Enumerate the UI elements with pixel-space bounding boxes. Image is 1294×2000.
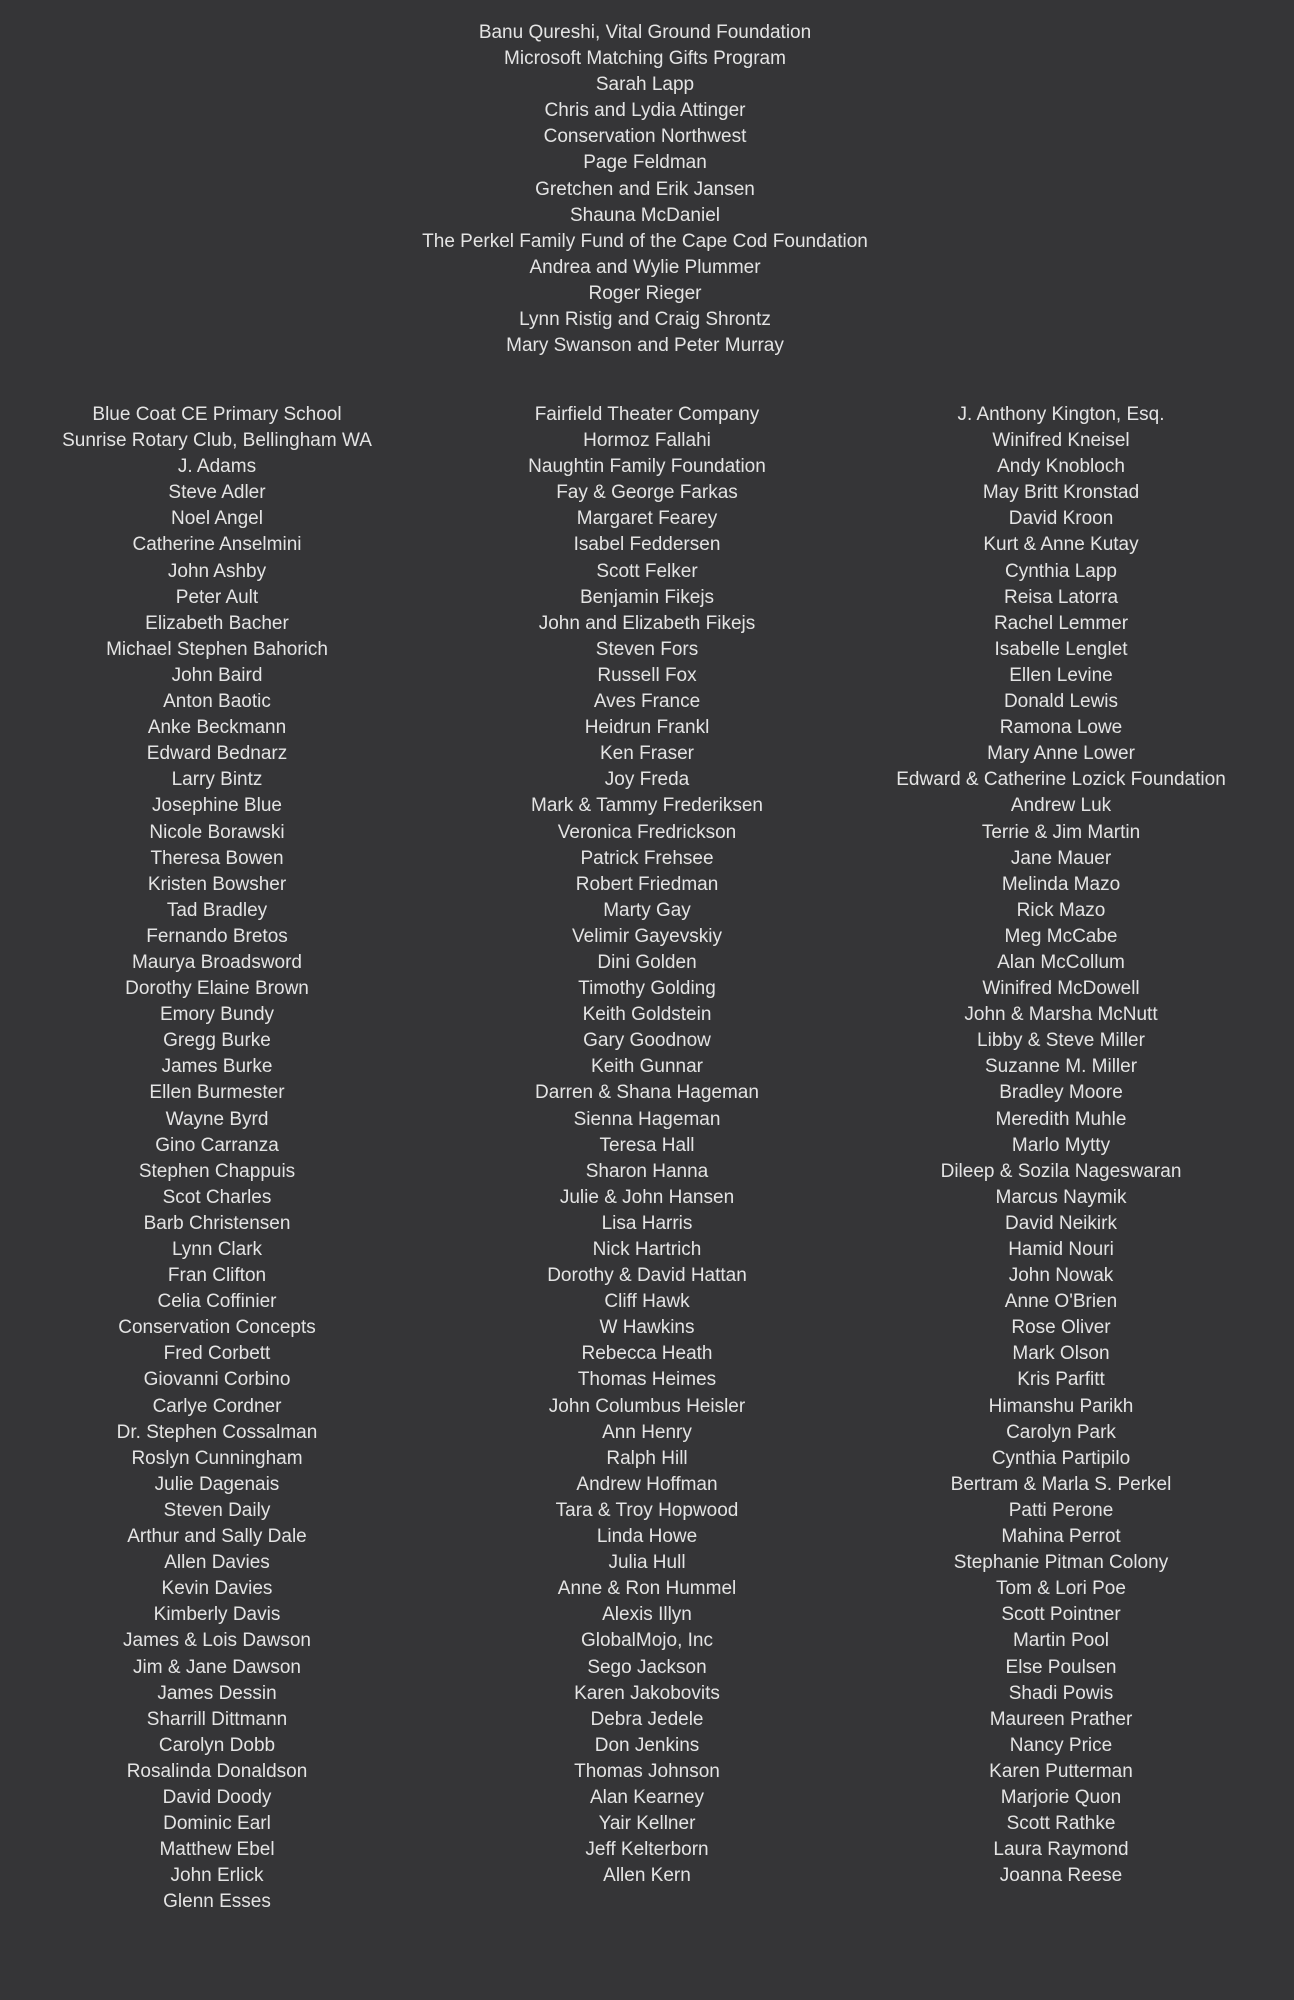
donor-name: Jim & Jane Dawson: [133, 1656, 301, 1678]
donor-name: Winifred Kneisel: [992, 430, 1130, 452]
donor-name: J. Anthony Kington, Esq.: [957, 404, 1165, 425]
donor-name: James & Lois Dawson: [123, 1630, 311, 1652]
donor-name: Shadi Powis: [1008, 1682, 1114, 1704]
donor-name: Lynn Clark: [171, 1239, 263, 1260]
donor-name: David Doody: [162, 1786, 272, 1808]
donor-name: Fernando Bretos: [146, 925, 288, 947]
donor-name: Maurya Broadsword: [131, 951, 303, 973]
donor-name: Roger Rieger: [588, 282, 702, 304]
donor-name: Terrie & Jim Martin: [981, 821, 1141, 843]
donor-name: Reisa Latorra: [1003, 586, 1119, 608]
donor-name: James Dessin: [157, 1682, 277, 1704]
donor-name: Conservation Northwest: [543, 126, 747, 148]
donor-name: Edward & Catherine Lozick Foundation: [896, 769, 1226, 791]
donor-name: Cynthia Partipilo: [991, 1447, 1131, 1469]
donor-name: Carolyn Park: [1006, 1421, 1116, 1443]
donor-name: Allen Kern: [603, 1865, 691, 1887]
donor-name: Veronica Fredrickson: [557, 821, 737, 843]
donor-name: Libby & Steve Miller: [977, 1030, 1145, 1052]
donor-name: Page Feldman: [583, 152, 707, 174]
donor-name: Tara & Troy Hopwood: [555, 1499, 739, 1521]
donor-name: Andrea and Wylie Plummer: [529, 256, 761, 278]
donor-name: Sunrise Rotary Club, Bellingham WA: [62, 430, 372, 452]
donor-name: Blue Coat CE Primary School: [92, 404, 342, 425]
donor-name: Isabel Feddersen: [573, 534, 721, 556]
donor-name: Ramona Lowe: [999, 717, 1123, 739]
donor-name: Kris Parfitt: [1017, 1369, 1105, 1391]
donor-name: Theresa Bowen: [150, 847, 284, 869]
donor-name: Barb Christensen: [143, 1212, 291, 1234]
donor-name: Scot Charles: [162, 1186, 272, 1208]
donor-name: Scott Felker: [596, 560, 698, 582]
donor-name: Suzanne M. Miller: [984, 1056, 1138, 1078]
donor-name: Carlye Cordner: [152, 1395, 282, 1417]
donor-name: Isabelle Lenglet: [994, 638, 1128, 660]
donor-name: Joy Freda: [604, 769, 690, 791]
donor-name: Sarah Lapp: [595, 74, 695, 96]
donor-name: Debra Jedele: [590, 1708, 704, 1730]
donor-name: Lynn Ristig and Craig Shrontz: [519, 309, 771, 331]
donor-name: Martin Pool: [1012, 1630, 1110, 1652]
donor-name: Himanshu Parikh: [988, 1395, 1134, 1417]
donor-name: Noel Angel: [171, 508, 263, 530]
donor-name: Meg McCabe: [1004, 925, 1118, 947]
donor-name: Meredith Muhle: [995, 1108, 1127, 1130]
donor-name: Donald Lewis: [1003, 691, 1119, 713]
donor-name: Rachel Lemmer: [993, 612, 1129, 634]
donor-name: Joanna Reese: [999, 1865, 1123, 1887]
donor-name: Don Jenkins: [594, 1734, 700, 1756]
donor-name: Teresa Hall: [599, 1134, 695, 1156]
donor-name: Jane Mauer: [1010, 847, 1112, 869]
donor-name: Josephine Blue: [152, 795, 282, 817]
donor-name: John Nowak: [1008, 1265, 1114, 1287]
donor-name: Robert Friedman: [575, 873, 719, 895]
donor-name: John Columbus Heisler: [548, 1395, 746, 1417]
donor-name: Velimir Gayevskiy: [572, 925, 722, 947]
donor-column-1: [7, 402, 427, 1915]
donor-name: Bradley Moore: [999, 1082, 1123, 1104]
donor-name: Anne O'Brien: [1004, 1291, 1118, 1313]
donor-name: Cliff Hawk: [604, 1291, 690, 1313]
donor-name: Marty Gay: [603, 899, 691, 921]
donor-name: Sharon Hanna: [585, 1160, 709, 1182]
donor-name: James Burke: [161, 1056, 273, 1078]
donor-name: Conservation Concepts: [118, 1317, 316, 1339]
donor-name: Sharrill Dittmann: [146, 1708, 288, 1730]
donor-name: John Ashby: [167, 560, 267, 582]
donor-name: Microsoft Matching Gifts Program: [504, 48, 786, 70]
donor-column-3: [851, 402, 1271, 1889]
donor-name: Arthur and Sally Dale: [127, 1526, 307, 1548]
donor-name: John Baird: [171, 664, 263, 686]
donor-name: Ellen Levine: [1009, 664, 1113, 686]
donor-name: Dileep & Sozila Nageswaran: [940, 1160, 1182, 1182]
donor-name: Emory Bundy: [159, 1004, 275, 1026]
donor-name: Andy Knobloch: [997, 456, 1125, 478]
donor-name: Dorothy Elaine Brown: [125, 978, 309, 1000]
donor-name: May Britt Kronstad: [982, 482, 1140, 504]
donor-name: Steven Fors: [595, 638, 699, 660]
donor-name: Andrew Luk: [1010, 795, 1112, 817]
donor-name: Laura Raymond: [993, 1839, 1129, 1861]
donor-name: Lisa Harris: [601, 1212, 693, 1234]
donor-name: The Perkel Family Fund of the Cape Cod Foundation: [422, 230, 868, 252]
donor-name: John & Marsha McNutt: [964, 1004, 1158, 1026]
donor-name: Wayne Byrd: [165, 1108, 269, 1130]
donor-name: J. Adams: [177, 456, 257, 478]
donor-name: Glenn Esses: [163, 1891, 271, 1913]
donor-name: Anton Baotic: [163, 691, 271, 713]
donor-name: Ellen Burmester: [149, 1082, 285, 1104]
donor-name: Linda Howe: [596, 1526, 698, 1548]
donor-name: Marcus Naymik: [995, 1186, 1127, 1208]
donor-name: Rick Mazo: [1016, 899, 1106, 921]
donor-column-2: [437, 402, 857, 1889]
donor-name: Timothy Golding: [578, 978, 716, 1000]
donor-name: Thomas Johnson: [574, 1760, 720, 1782]
donor-name: Mary Anne Lower: [987, 743, 1135, 765]
donor-name: Nick Hartrich: [592, 1239, 702, 1260]
donor-name: Rebecca Heath: [581, 1343, 713, 1365]
donor-name: Steve Adler: [168, 482, 266, 504]
donor-name: Elizabeth Bacher: [145, 612, 289, 634]
donor-name: Matthew Ebel: [159, 1839, 275, 1861]
donor-name: Kristen Bowsher: [147, 873, 287, 895]
donor-name: Fay & George Farkas: [556, 482, 738, 504]
donor-name: Allen Davies: [164, 1552, 270, 1574]
donor-name: Michael Stephen Bahorich: [106, 638, 328, 660]
donor-name: Tad Bradley: [166, 899, 268, 921]
donor-name: Mary Swanson and Peter Murray: [506, 335, 784, 357]
donor-name: Edward Bednarz: [146, 743, 288, 765]
donor-name: Fairfield Theater Company: [534, 404, 760, 425]
donor-name: Rosalinda Donaldson: [126, 1760, 308, 1782]
donor-name: David Kroon: [1008, 508, 1114, 530]
donor-name: Thomas Heimes: [577, 1369, 717, 1391]
donor-name: Dr. Stephen Cossalman: [116, 1421, 318, 1443]
donor-name: Dominic Earl: [163, 1813, 271, 1835]
donor-name: Gretchen and Erik Jansen: [535, 178, 755, 200]
donor-name: Darren & Shana Hageman: [535, 1082, 759, 1104]
donor-name: Bertram & Marla S. Perkel: [950, 1473, 1172, 1495]
donor-name: Dorothy & David Hattan: [547, 1265, 747, 1287]
donor-name: Ken Fraser: [600, 743, 694, 765]
donor-name: Mahina Perrot: [1001, 1526, 1121, 1548]
donor-name: Alan Kearney: [589, 1786, 705, 1808]
donor-name: Karen Putterman: [989, 1760, 1133, 1782]
donor-name: Else Poulsen: [1005, 1656, 1117, 1678]
donor-name: Chris and Lydia Attinger: [544, 100, 746, 122]
donor-name: Patti Perone: [1008, 1499, 1114, 1521]
donor-name: Shauna McDaniel: [570, 204, 720, 226]
donor-name: Andrew Hoffman: [576, 1473, 718, 1495]
donor-name: Tom & Lori Poe: [996, 1578, 1126, 1600]
donor-name: Hamid Nouri: [1008, 1239, 1114, 1260]
donor-name: Cynthia Lapp: [1005, 560, 1117, 582]
donor-name: Celia Coffinier: [157, 1291, 277, 1313]
donor-name: Fran Clifton: [167, 1265, 267, 1287]
donor-name: Kevin Davies: [161, 1578, 273, 1600]
donor-name: Kimberly Davis: [153, 1604, 281, 1626]
donor-name: Hormoz Fallahi: [583, 430, 711, 452]
donor-name: Peter Ault: [175, 586, 259, 608]
donor-name: Ann Henry: [602, 1421, 692, 1443]
donor-name: Aves France: [593, 691, 701, 713]
donor-name: Gregg Burke: [163, 1030, 271, 1052]
donor-name: Patrick Frehsee: [580, 847, 714, 869]
donor-name: Kurt & Anne Kutay: [983, 534, 1139, 556]
donor-name: Gino Carranza: [155, 1134, 279, 1156]
donor-name: Naughtin Family Foundation: [528, 456, 766, 478]
donor-name: Marjorie Quon: [1000, 1786, 1122, 1808]
donor-name: Julie & John Hansen: [559, 1186, 735, 1208]
donor-name: Winifred McDowell: [982, 978, 1140, 1000]
donor-name: Jeff Kelterborn: [585, 1839, 709, 1861]
donor-name: Fred Corbett: [163, 1343, 271, 1365]
top-donor-list: [0, 20, 1294, 359]
donor-name: Anne & Ron Hummel: [557, 1578, 737, 1600]
donor-name: Russell Fox: [597, 664, 697, 686]
donor-name: Stephanie Pitman Colony: [953, 1552, 1169, 1574]
donor-name: GlobalMojo, Inc: [580, 1630, 713, 1652]
donor-name: Marlo Mytty: [1011, 1134, 1111, 1156]
donor-name: Melinda Mazo: [1001, 873, 1121, 895]
donor-name: Gary Goodnow: [583, 1030, 711, 1052]
donor-name: Rose Oliver: [1011, 1317, 1111, 1339]
donor-name: Roslyn Cunningham: [131, 1447, 303, 1469]
donor-name: Mark & Tammy Frederiksen: [531, 795, 763, 817]
donor-name: Nancy Price: [1009, 1734, 1113, 1756]
donor-name: Yair Kellner: [598, 1813, 696, 1835]
donor-name: John and Elizabeth Fikejs: [538, 612, 756, 634]
donor-name: Heidrun Frankl: [584, 717, 710, 739]
donor-name: Anke Beckmann: [147, 717, 287, 739]
donor-name: David Neikirk: [1005, 1212, 1117, 1234]
donor-name: John Erlick: [170, 1865, 264, 1887]
donor-name: Ralph Hill: [606, 1447, 688, 1469]
donor-name: Dini Golden: [597, 951, 697, 973]
donor-name: Keith Gunnar: [591, 1056, 703, 1078]
donor-name: Julia Hull: [608, 1552, 686, 1574]
donor-name: Catherine Anselmini: [132, 534, 302, 556]
donor-name: Alan McCollum: [997, 951, 1125, 973]
donor-name: Nicole Borawski: [149, 821, 285, 843]
donor-name: Giovanni Corbino: [143, 1369, 291, 1391]
donor-name: Scott Pointner: [1001, 1604, 1121, 1626]
donor-name: Keith Goldstein: [582, 1004, 712, 1026]
donor-name: Banu Qureshi, Vital Ground Foundation: [478, 22, 812, 43]
donor-name: Sego Jackson: [587, 1656, 707, 1678]
donor-name: Margaret Fearey: [576, 508, 718, 530]
donor-name: Julie Dagenais: [154, 1473, 280, 1495]
donor-name: Stephen Chappuis: [138, 1160, 296, 1182]
donor-name: W Hawkins: [599, 1317, 695, 1339]
donor-name: Mark Olson: [1012, 1343, 1110, 1365]
donor-name: Carolyn Dobb: [158, 1734, 276, 1756]
donor-name: Benjamin Fikejs: [579, 586, 715, 608]
donor-name: Karen Jakobovits: [574, 1682, 720, 1704]
donor-name: Scott Rathke: [1006, 1813, 1116, 1835]
donor-name: Steven Daily: [163, 1499, 271, 1521]
donor-name: Sienna Hageman: [573, 1108, 721, 1130]
donor-name: Maureen Prather: [989, 1708, 1133, 1730]
donor-name: Alexis Illyn: [602, 1604, 692, 1626]
donor-name: Larry Bintz: [171, 769, 263, 791]
